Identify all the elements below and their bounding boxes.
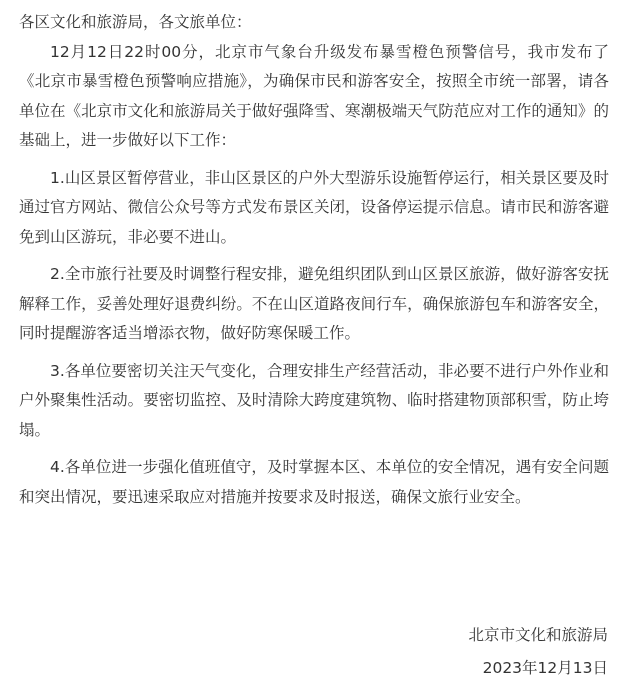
item-3-paragraph: 3.各单位要密切关注天气变化，合理安排生产经营活动，非必要不进行户外作业和户外聚集性活动。要密切监控、及时清除大跨度建筑物、临时搭建物顶部积雪，防止垮塌。 [19, 361, 609, 439]
item-4-paragraph: 4.各单位进一步强化值班值守，及时掌握本区、本单位的安全情况，遇有安全问题和突出情况，要迅速采取应对措施并按要求及时报送，确保文旅行业安全。 [19, 458, 609, 506]
notice-document [19, 8, 609, 512]
signature-organization: 北京市文化和旅游局 [468, 626, 608, 644]
item-1-paragraph: 1.山区景区暂停营业，非山区景区的户外大型游乐设施暂停运行，相关景区要及时通过官方网站、微信公众号等方式发布景区关闭，设备停运提示信息。请市民和游客避免到山区游玩，非必要不进山。 [19, 168, 609, 246]
signature-block [468, 619, 608, 685]
salutation: 各区文化和旅游局，各文旅单位： [19, 13, 252, 31]
item-2-paragraph: 2.全市旅行社要及时调整行程安排，避免组织团队到山区景区旅游，做好游客安抚解释工作，妥善处理好退费纠纷。不在山区道路夜间行车，确保旅游包车和游客安全，同时提醒游客适当增添衣物，做好防寒保暖工作。 [19, 265, 609, 342]
intro-paragraph: 12月12日22时00分，北京市气象台升级发布暴雪橙色预警信号，我市发布了《北京市暴雪橙色预警响应措施》，为确保市民和游客安全，按照全市统一部署，请各单位在《北京市文化和旅游局关于做好强降雪、寒潮极端天气防范应对工作的通知》的基础上，进一步做好以下工作： [19, 42, 609, 149]
signature-date: 2023年12月13日 [482, 659, 608, 677]
